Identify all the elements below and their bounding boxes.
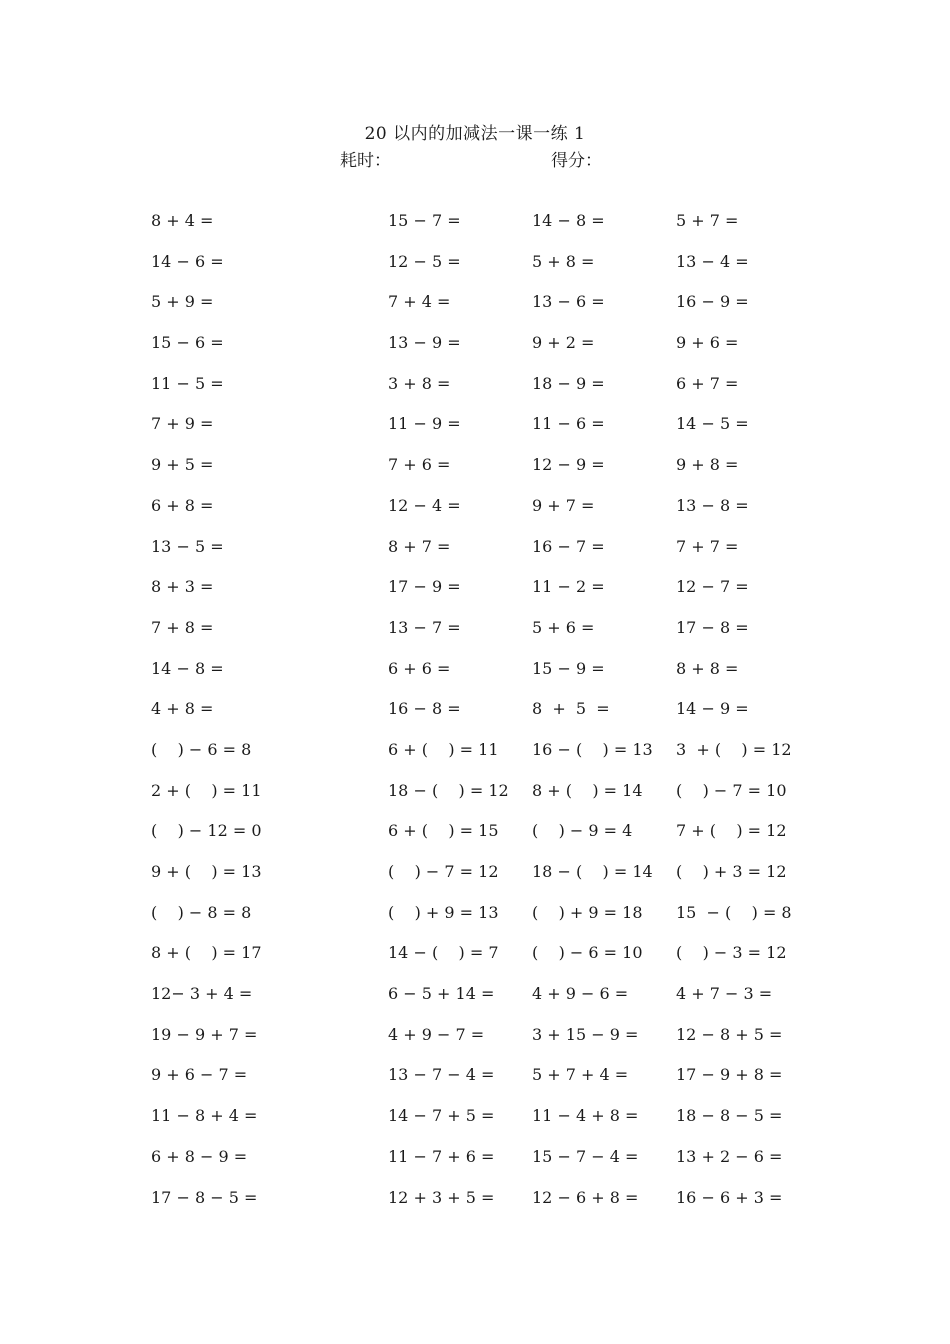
math-problem: 7 + 9 = bbox=[151, 414, 214, 434]
math-problem: 15 − 9 = bbox=[532, 658, 605, 678]
math-problem: 9 + 6 − 7 = bbox=[151, 1065, 248, 1085]
math-problem: 16 − 7 = bbox=[532, 536, 605, 556]
math-problem: 8 + 5 = bbox=[532, 699, 610, 719]
math-problem: 5 + 7 + 4 = bbox=[532, 1065, 629, 1085]
math-problem: ( ) − 7 = 12 bbox=[388, 862, 499, 881]
math-problem: 11 − 6 = bbox=[532, 414, 605, 434]
math-problem: 9 + 5 = bbox=[151, 455, 214, 475]
math-problem: 17 − 8 = bbox=[676, 617, 749, 637]
math-problem: 12 − 6 + 8 = bbox=[532, 1187, 639, 1207]
math-problem: 6 + 7 = bbox=[676, 373, 739, 393]
math-problem: 13 − 5 = bbox=[151, 536, 224, 556]
score-label: 得分： bbox=[551, 151, 602, 171]
math-problem: 11 − 4 + 8 = bbox=[532, 1106, 639, 1126]
math-problem: 9 + 6 = bbox=[676, 333, 739, 353]
math-problem: 17 − 9 + 8 = bbox=[676, 1065, 783, 1085]
problem-row bbox=[0, 247, 950, 288]
problem-row bbox=[0, 532, 950, 573]
math-problem: 8 + 3 = bbox=[151, 577, 214, 597]
math-problem: 4 + 7 − 3 = bbox=[676, 984, 773, 1004]
math-problem: 8 + 7 = bbox=[388, 536, 451, 556]
math-problem: 16 − 6 + 3 = bbox=[676, 1187, 783, 1207]
math-problem: 5 + 9 = bbox=[151, 292, 214, 312]
problem-row bbox=[0, 857, 950, 898]
problem-row bbox=[0, 1183, 950, 1224]
math-problem: 12 − 5 = bbox=[388, 251, 461, 271]
math-problem: 17 − 8 − 5 = bbox=[151, 1187, 258, 1207]
math-problem: 13 − 8 = bbox=[676, 495, 749, 515]
problem-row bbox=[0, 1101, 950, 1142]
math-problem: 15 − 7 − 4 = bbox=[532, 1146, 639, 1166]
math-problem: ( ) + 3 = 12 bbox=[676, 862, 787, 881]
math-problem: 4 + 8 = bbox=[151, 699, 214, 719]
math-problem: ( ) − 8 = 8 bbox=[151, 902, 252, 922]
problem-row bbox=[0, 938, 950, 979]
math-problem: 16 − 8 = bbox=[388, 699, 461, 719]
math-problem: 17 − 9 = bbox=[388, 577, 461, 597]
problem-grid bbox=[0, 206, 950, 1223]
problem-row bbox=[0, 328, 950, 369]
problem-row bbox=[0, 1142, 950, 1183]
math-problem: 18 − 9 = bbox=[532, 373, 605, 393]
math-problem: 6 + ( ) = 11 bbox=[388, 739, 499, 759]
problem-row bbox=[0, 694, 950, 735]
math-problem: 13 − 9 = bbox=[388, 333, 461, 353]
math-problem: ( ) + 9 = 13 bbox=[388, 902, 499, 922]
math-problem: 18 − ( ) = 14 bbox=[532, 862, 653, 881]
math-problem: ( ) − 7 = 10 bbox=[676, 780, 787, 800]
math-problem: 12 − 4 = bbox=[388, 495, 461, 515]
math-problem: 7 + 7 = bbox=[676, 536, 739, 556]
math-problem: 11 − 9 = bbox=[388, 414, 461, 434]
problem-row bbox=[0, 979, 950, 1020]
math-problem: 6 + 6 = bbox=[388, 658, 451, 678]
math-problem: ( ) − 6 = 10 bbox=[532, 943, 643, 963]
math-problem: 14 − ( ) = 7 bbox=[388, 943, 499, 963]
problem-row bbox=[0, 776, 950, 817]
math-problem: 13 − 7 = bbox=[388, 617, 461, 637]
math-problem: 11 − 5 = bbox=[151, 373, 224, 393]
math-problem: 7 + ( ) = 12 bbox=[676, 821, 787, 841]
math-problem: ( ) + 9 = 18 bbox=[532, 902, 643, 922]
math-problem: 15 − ( ) = 8 bbox=[676, 902, 792, 922]
math-problem: ( ) − 9 = 4 bbox=[532, 821, 633, 841]
math-problem: 11 − 2 = bbox=[532, 577, 605, 597]
math-problem: 18 − 8 − 5 = bbox=[676, 1106, 783, 1126]
problem-row bbox=[0, 206, 950, 247]
math-problem: 13 − 7 − 4 = bbox=[388, 1065, 495, 1085]
math-problem: 7 + 6 = bbox=[388, 455, 451, 475]
math-problem: 14 − 9 = bbox=[676, 699, 749, 719]
math-problem: 6 − 5 + 14 = bbox=[388, 984, 495, 1004]
problem-row bbox=[0, 572, 950, 613]
problem-row bbox=[0, 369, 950, 410]
time-spent-label: 耗时： bbox=[340, 151, 391, 171]
math-problem: 12 − 8 + 5 = bbox=[676, 1024, 783, 1044]
math-problem: 19 − 9 + 7 = bbox=[151, 1024, 258, 1044]
math-problem: 9 + ( ) = 13 bbox=[151, 862, 262, 881]
problem-row bbox=[0, 450, 950, 491]
math-problem: 3 + ( ) = 12 bbox=[676, 739, 792, 759]
math-problem: 5 + 7 = bbox=[676, 211, 739, 230]
problem-row bbox=[0, 1020, 950, 1061]
problem-row bbox=[0, 491, 950, 532]
math-problem: 13 − 4 = bbox=[676, 251, 749, 271]
problem-row bbox=[0, 613, 950, 654]
math-problem: 14 − 6 = bbox=[151, 251, 224, 271]
math-problem: 12 − 9 = bbox=[532, 455, 605, 475]
page-title: 20 以内的加减法一课一练 1 bbox=[364, 124, 586, 144]
math-problem: 12 − 7 = bbox=[676, 577, 749, 597]
math-problem: 8 + ( ) = 17 bbox=[151, 943, 262, 963]
problem-row bbox=[0, 898, 950, 939]
math-problem: 9 + 7 = bbox=[532, 495, 595, 515]
math-problem: 11 − 8 + 4 = bbox=[151, 1106, 258, 1126]
problem-row bbox=[0, 654, 950, 695]
math-problem: 12− 3 + 4 = bbox=[151, 984, 253, 1004]
problem-row bbox=[0, 1060, 950, 1101]
math-problem: 11 − 7 + 6 = bbox=[388, 1146, 495, 1166]
math-problem: 18 − ( ) = 12 bbox=[388, 780, 509, 800]
math-problem: 6 + 8 − 9 = bbox=[151, 1146, 248, 1166]
math-problem: 8 + 8 = bbox=[676, 658, 739, 678]
math-problem: 4 + 9 − 7 = bbox=[388, 1024, 485, 1044]
math-problem: 14 − 8 = bbox=[151, 658, 224, 678]
math-problem: ( ) − 3 = 12 bbox=[676, 943, 787, 963]
math-problem: 7 + 4 = bbox=[388, 292, 451, 312]
problem-row bbox=[0, 735, 950, 776]
problem-row bbox=[0, 409, 950, 450]
math-problem: 15 − 7 = bbox=[388, 211, 461, 230]
math-problem: 6 + ( ) = 15 bbox=[388, 821, 499, 841]
math-problem: 5 + 8 = bbox=[532, 251, 595, 271]
math-problem: 3 + 8 = bbox=[388, 373, 451, 393]
math-problem: 14 − 5 = bbox=[676, 414, 749, 434]
math-problem: 5 + 6 = bbox=[532, 617, 595, 637]
math-problem: 6 + 8 = bbox=[151, 495, 214, 515]
problem-row bbox=[0, 816, 950, 857]
math-problem: 9 + 2 = bbox=[532, 333, 595, 353]
math-problem: ( ) − 12 = 0 bbox=[151, 821, 262, 841]
math-problem: 8 + 4 = bbox=[151, 211, 214, 230]
math-problem: 14 − 8 = bbox=[532, 211, 605, 230]
math-problem: 16 − ( ) = 13 bbox=[532, 739, 653, 759]
math-problem: 14 − 7 + 5 = bbox=[388, 1106, 495, 1126]
math-problem: 13 + 2 − 6 = bbox=[676, 1146, 783, 1166]
math-problem: 16 − 9 = bbox=[676, 292, 749, 312]
math-problem: 13 − 6 = bbox=[532, 292, 605, 312]
math-problem: 15 − 6 = bbox=[151, 333, 224, 353]
math-problem: 8 + ( ) = 14 bbox=[532, 780, 643, 800]
math-problem: 12 + 3 + 5 = bbox=[388, 1187, 495, 1207]
problem-row bbox=[0, 287, 950, 328]
math-problem: 4 + 9 − 6 = bbox=[532, 984, 629, 1004]
math-problem: ( ) − 6 = 8 bbox=[151, 739, 252, 759]
math-problem: 2 + ( ) = 11 bbox=[151, 780, 262, 800]
math-problem: 3 + 15 − 9 = bbox=[532, 1024, 639, 1044]
math-problem: 7 + 8 = bbox=[151, 617, 214, 637]
math-problem: 9 + 8 = bbox=[676, 455, 739, 475]
